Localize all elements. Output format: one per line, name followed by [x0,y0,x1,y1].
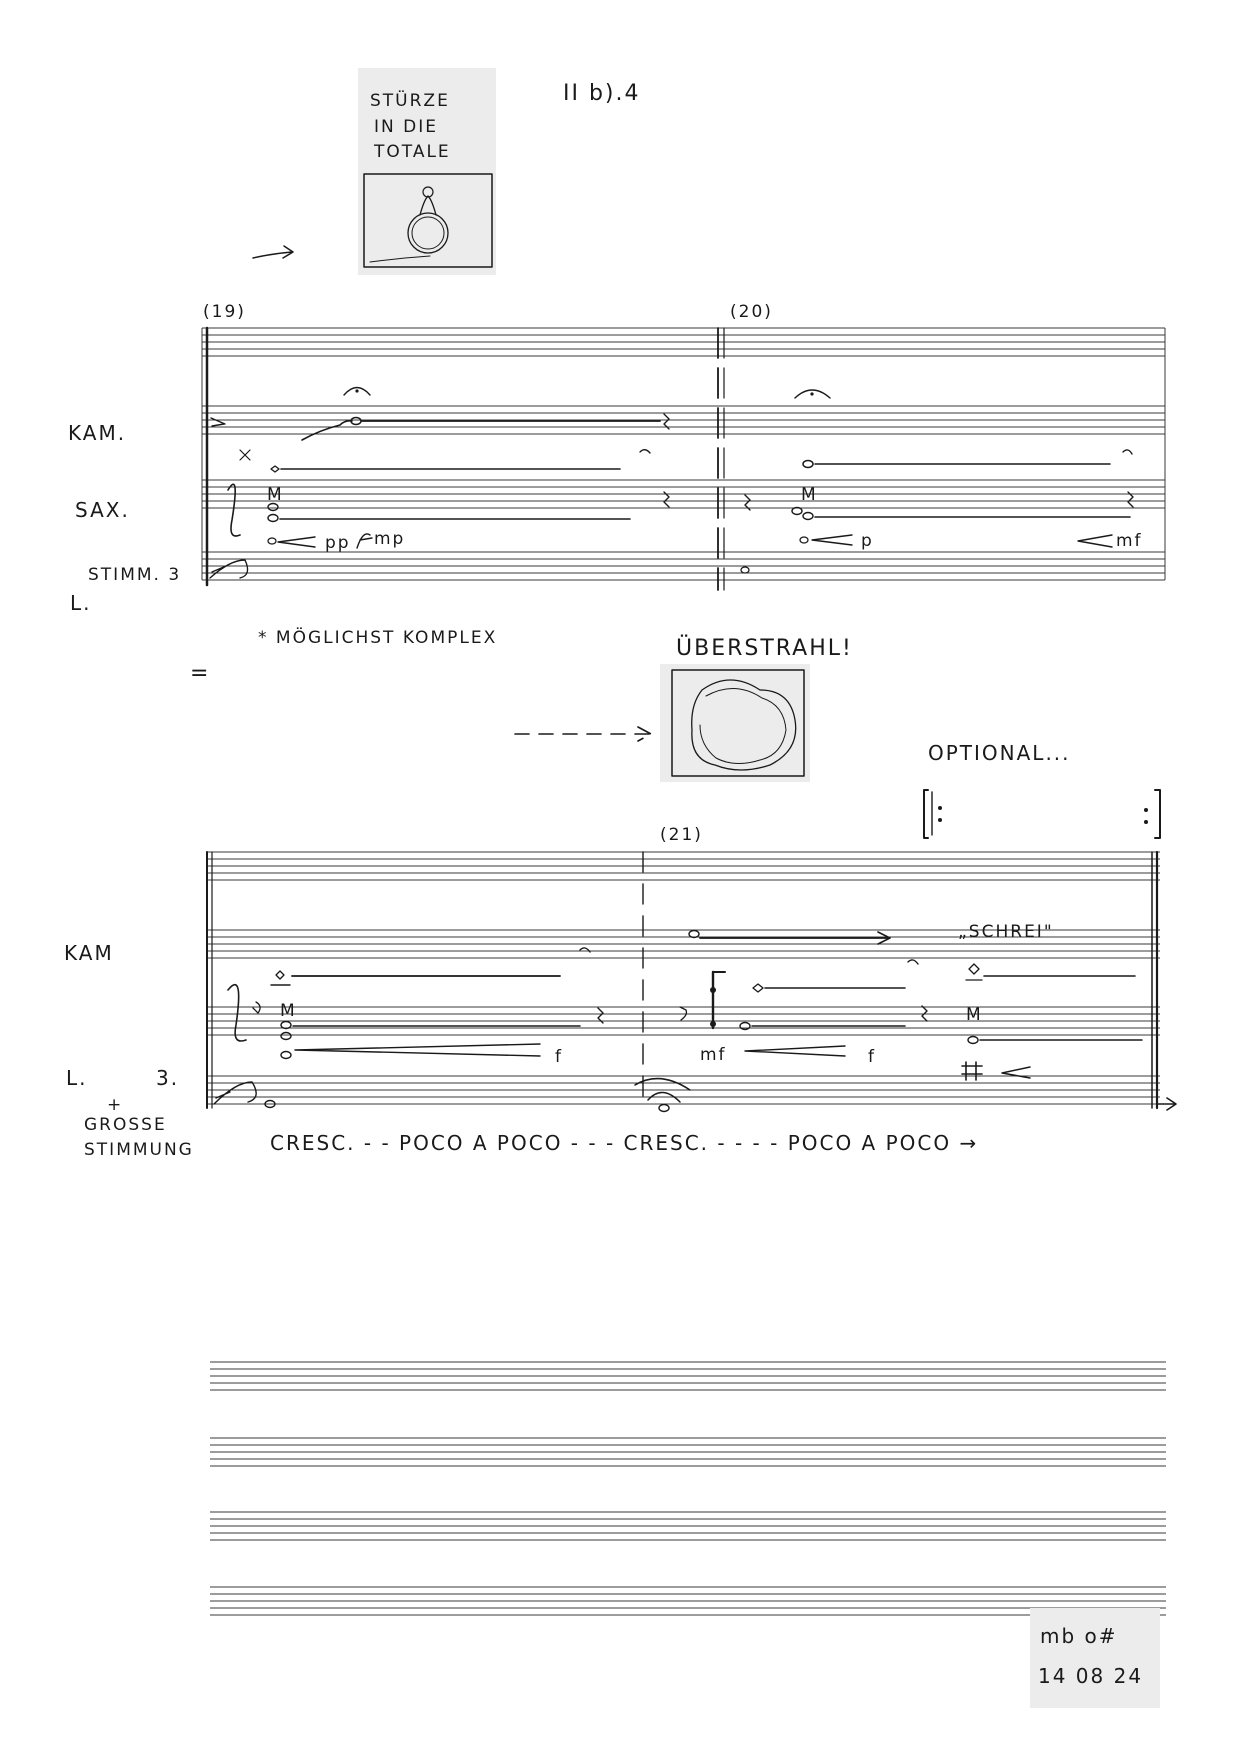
dynamic-mf: mf [1116,531,1143,551]
storyboard-panel-2 [660,664,810,782]
instrument-label-l: L. [70,591,92,615]
instrument-label-sax: SAX. [75,498,130,522]
measure-number-20: (20) [730,302,773,322]
storyboard-caption-1-line-3: TOTALE [374,142,451,162]
dynamic-f-2: f [868,1047,876,1067]
dynamic-f-1: f [555,1047,563,1067]
dynamic-p: p [861,531,874,551]
instrument-label-kam: KAM. [68,421,127,445]
repeat-bracket [924,790,1160,838]
section-label: II b).4 [563,81,641,106]
storyboard-caption-1-line-2: IN DIE [374,117,438,137]
note-mark-m-2: M [801,485,818,505]
signature-initials: mb o# [1040,1624,1118,1648]
instrument-label-stimmung: STIMMUNG [84,1140,194,1160]
optional-label: OPTIONAL... [928,741,1071,765]
system2-barlines [207,852,1176,1110]
instrument-label-plus: + [107,1095,124,1115]
measure-number-21: (21) [660,825,703,845]
system1-barlines [207,328,724,590]
system2-staff-lines [206,852,1160,1104]
dynamic-mf-2: mf [700,1045,727,1065]
instrument-label-grosse: GROSSE [84,1115,167,1135]
storyboard-caption-1-line-1: STÜRZE [370,91,450,111]
cresc-instruction: CRESC. - - POCO A POCO - - - CRESC. - - - - POCO A POCO → [270,1131,979,1155]
note-mark-m-4: M [966,1005,983,1025]
page-break-mark: = [190,661,211,686]
instrument-label-l-2: L. [66,1066,88,1090]
blank-staves [210,1362,1166,1615]
dynamic-pp: pp [325,533,351,553]
system1-notation [210,388,1143,579]
instrument-label-stimm: STIMM. 3 [88,565,182,585]
note-schrei: „SCHREI" [958,922,1054,942]
dynamic-mp: mp [374,529,406,549]
signature-date: 14 08 24 [1038,1664,1144,1688]
signature-panel [1030,1608,1160,1708]
storyboard-caption-2: ÜBERSTRAHL! [676,636,853,661]
instrument-label-3: 3. [156,1066,180,1090]
dashed-arrow-icon [515,727,651,741]
note-mark-m: M [267,485,284,505]
arrow-right-icon [253,246,293,258]
instrument-label-kam-2: KAM [64,941,114,965]
note-mark-m-3: M [280,1001,297,1021]
footnote: * MÖGLICHST KOMPLEX [258,628,498,648]
measure-number-19: (19) [203,302,246,322]
